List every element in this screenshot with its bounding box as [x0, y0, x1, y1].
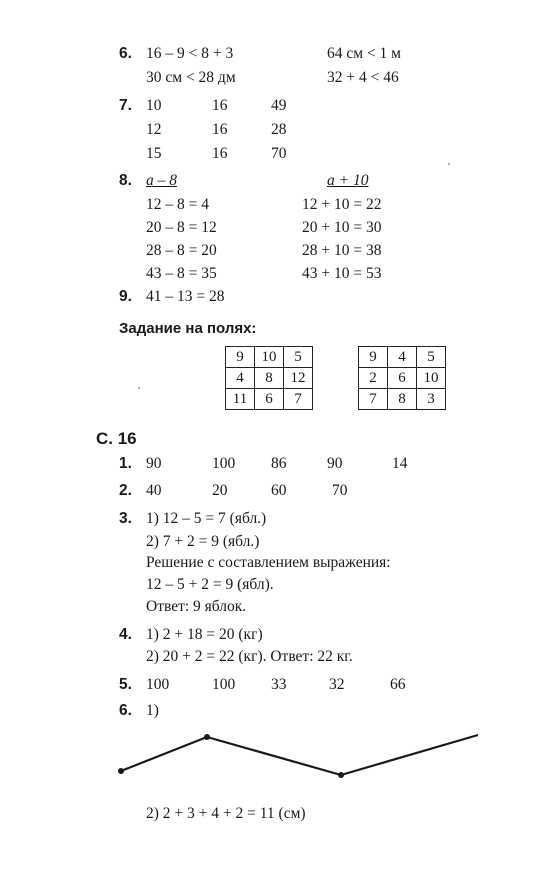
section-heading: С. 16 [96, 429, 137, 448]
broken-line-vertex [118, 768, 124, 774]
grid-cell: 4 [388, 347, 417, 368]
task-7-cell: 16 [212, 97, 228, 114]
grid-cell: 8 [255, 368, 284, 389]
task-7-cell: 28 [271, 121, 287, 138]
task-7-cell: 12 [146, 121, 162, 138]
s3-line: 2) 7 + 2 = 9 (ябл.) [146, 533, 260, 550]
grid-cell: 4 [226, 368, 255, 389]
task-9-expr: 41 – 13 = 28 [146, 288, 225, 305]
task-7-cell: 16 [212, 121, 228, 138]
s5-value: 33 [271, 676, 287, 693]
grid-cell: 6 [255, 389, 284, 410]
broken-line-vertex [204, 734, 210, 740]
grid-cell: 10 [417, 368, 446, 389]
s6-part2: 2) 2 + 3 + 4 + 2 = 11 (см) [146, 805, 306, 822]
grid-cell: 6 [388, 368, 417, 389]
s5-number: 5. [119, 676, 132, 693]
task-8-number: 8. [119, 172, 132, 189]
task-8-head-right: а + 10 [327, 172, 369, 189]
s1-value: 90 [146, 455, 162, 472]
task-8-right-row: 43 + 10 = 53 [302, 265, 382, 282]
grid-cell: 8 [388, 389, 417, 410]
s1-value: 14 [392, 455, 408, 472]
grid-cell: 2 [359, 368, 388, 389]
task-7-cell: 49 [271, 97, 287, 114]
s2-value: 20 [212, 482, 228, 499]
task-7-cell: 70 [271, 145, 287, 162]
grid-cell: 7 [284, 389, 313, 410]
s5-value: 32 [329, 676, 345, 693]
task-6-expr-b: 64 см < 1 м [327, 45, 401, 62]
grid-cell: 5 [284, 347, 313, 368]
grid-cell: 9 [226, 347, 255, 368]
grid-cell: 9 [359, 347, 388, 368]
task-8-left-row: 43 – 8 = 35 [146, 265, 217, 282]
task-8-left-row: 28 – 8 = 20 [146, 242, 217, 259]
broken-line-vertex [338, 772, 344, 778]
grid-cell: 12 [284, 368, 313, 389]
grid-cell: 7 [359, 389, 388, 410]
s6-part1: 1) [146, 702, 159, 719]
task-8-right-row: 28 + 10 = 38 [302, 242, 382, 259]
s3-line: 12 – 5 + 2 = 9 (ябл). [146, 576, 274, 593]
s2-number: 2. [119, 482, 132, 499]
task-9-number: 9. [119, 288, 132, 305]
s4-number: 4. [119, 626, 132, 643]
task-7-cell: 16 [212, 145, 228, 162]
scan-speck [448, 163, 450, 165]
s1-value: 100 [212, 455, 236, 472]
task-6-expr-a: 16 – 9 < 8 + 3 [146, 45, 234, 62]
task-7-cell: 15 [146, 145, 162, 162]
task-8-left-row: 20 – 8 = 12 [146, 219, 217, 236]
task-8-left-row: 12 – 8 = 4 [146, 196, 209, 213]
s5-value: 100 [146, 676, 170, 693]
task-6-expr-c: 30 см < 28 дм [146, 69, 236, 86]
grid-cell: 3 [417, 389, 446, 410]
grid-cell: 10 [255, 347, 284, 368]
s1-number: 1. [119, 455, 132, 472]
grid-cell: 5 [417, 347, 446, 368]
s5-value: 100 [212, 676, 236, 693]
task-7-number: 7. [119, 97, 132, 114]
margin-task-title: Задание на полях: [119, 320, 257, 337]
task-8-head-left: а – 8 [146, 172, 177, 189]
scan-speck [138, 387, 140, 389]
task-6-number: 6. [119, 45, 132, 62]
task-7-cell: 10 [146, 97, 162, 114]
broken-line [121, 735, 478, 775]
task-6-expr-d: 32 + 4 < 46 [327, 69, 399, 86]
s1-value: 90 [327, 455, 343, 472]
s3-line: Решение с составлением выражения: [146, 554, 391, 571]
s4-line: 1) 2 + 18 = 20 (кг) [146, 626, 263, 643]
task-8-right-row: 20 + 10 = 30 [302, 219, 382, 236]
s3-number: 3. [119, 510, 132, 527]
s3-line: Ответ: 9 яблок. [146, 598, 247, 615]
grid-cell: 11 [226, 389, 255, 410]
s4-line: 2) 20 + 2 = 22 (кг). Ответ: 22 кг. [146, 648, 353, 665]
s6-number: 6. [119, 702, 132, 719]
s2-value: 70 [332, 482, 348, 499]
task-8-right-row: 12 + 10 = 22 [302, 196, 382, 213]
s2-value: 60 [271, 482, 287, 499]
s3-line: 1) 12 – 5 = 7 (ябл.) [146, 510, 267, 527]
s1-value: 86 [271, 455, 287, 472]
s5-value: 66 [390, 676, 406, 693]
s2-value: 40 [146, 482, 162, 499]
